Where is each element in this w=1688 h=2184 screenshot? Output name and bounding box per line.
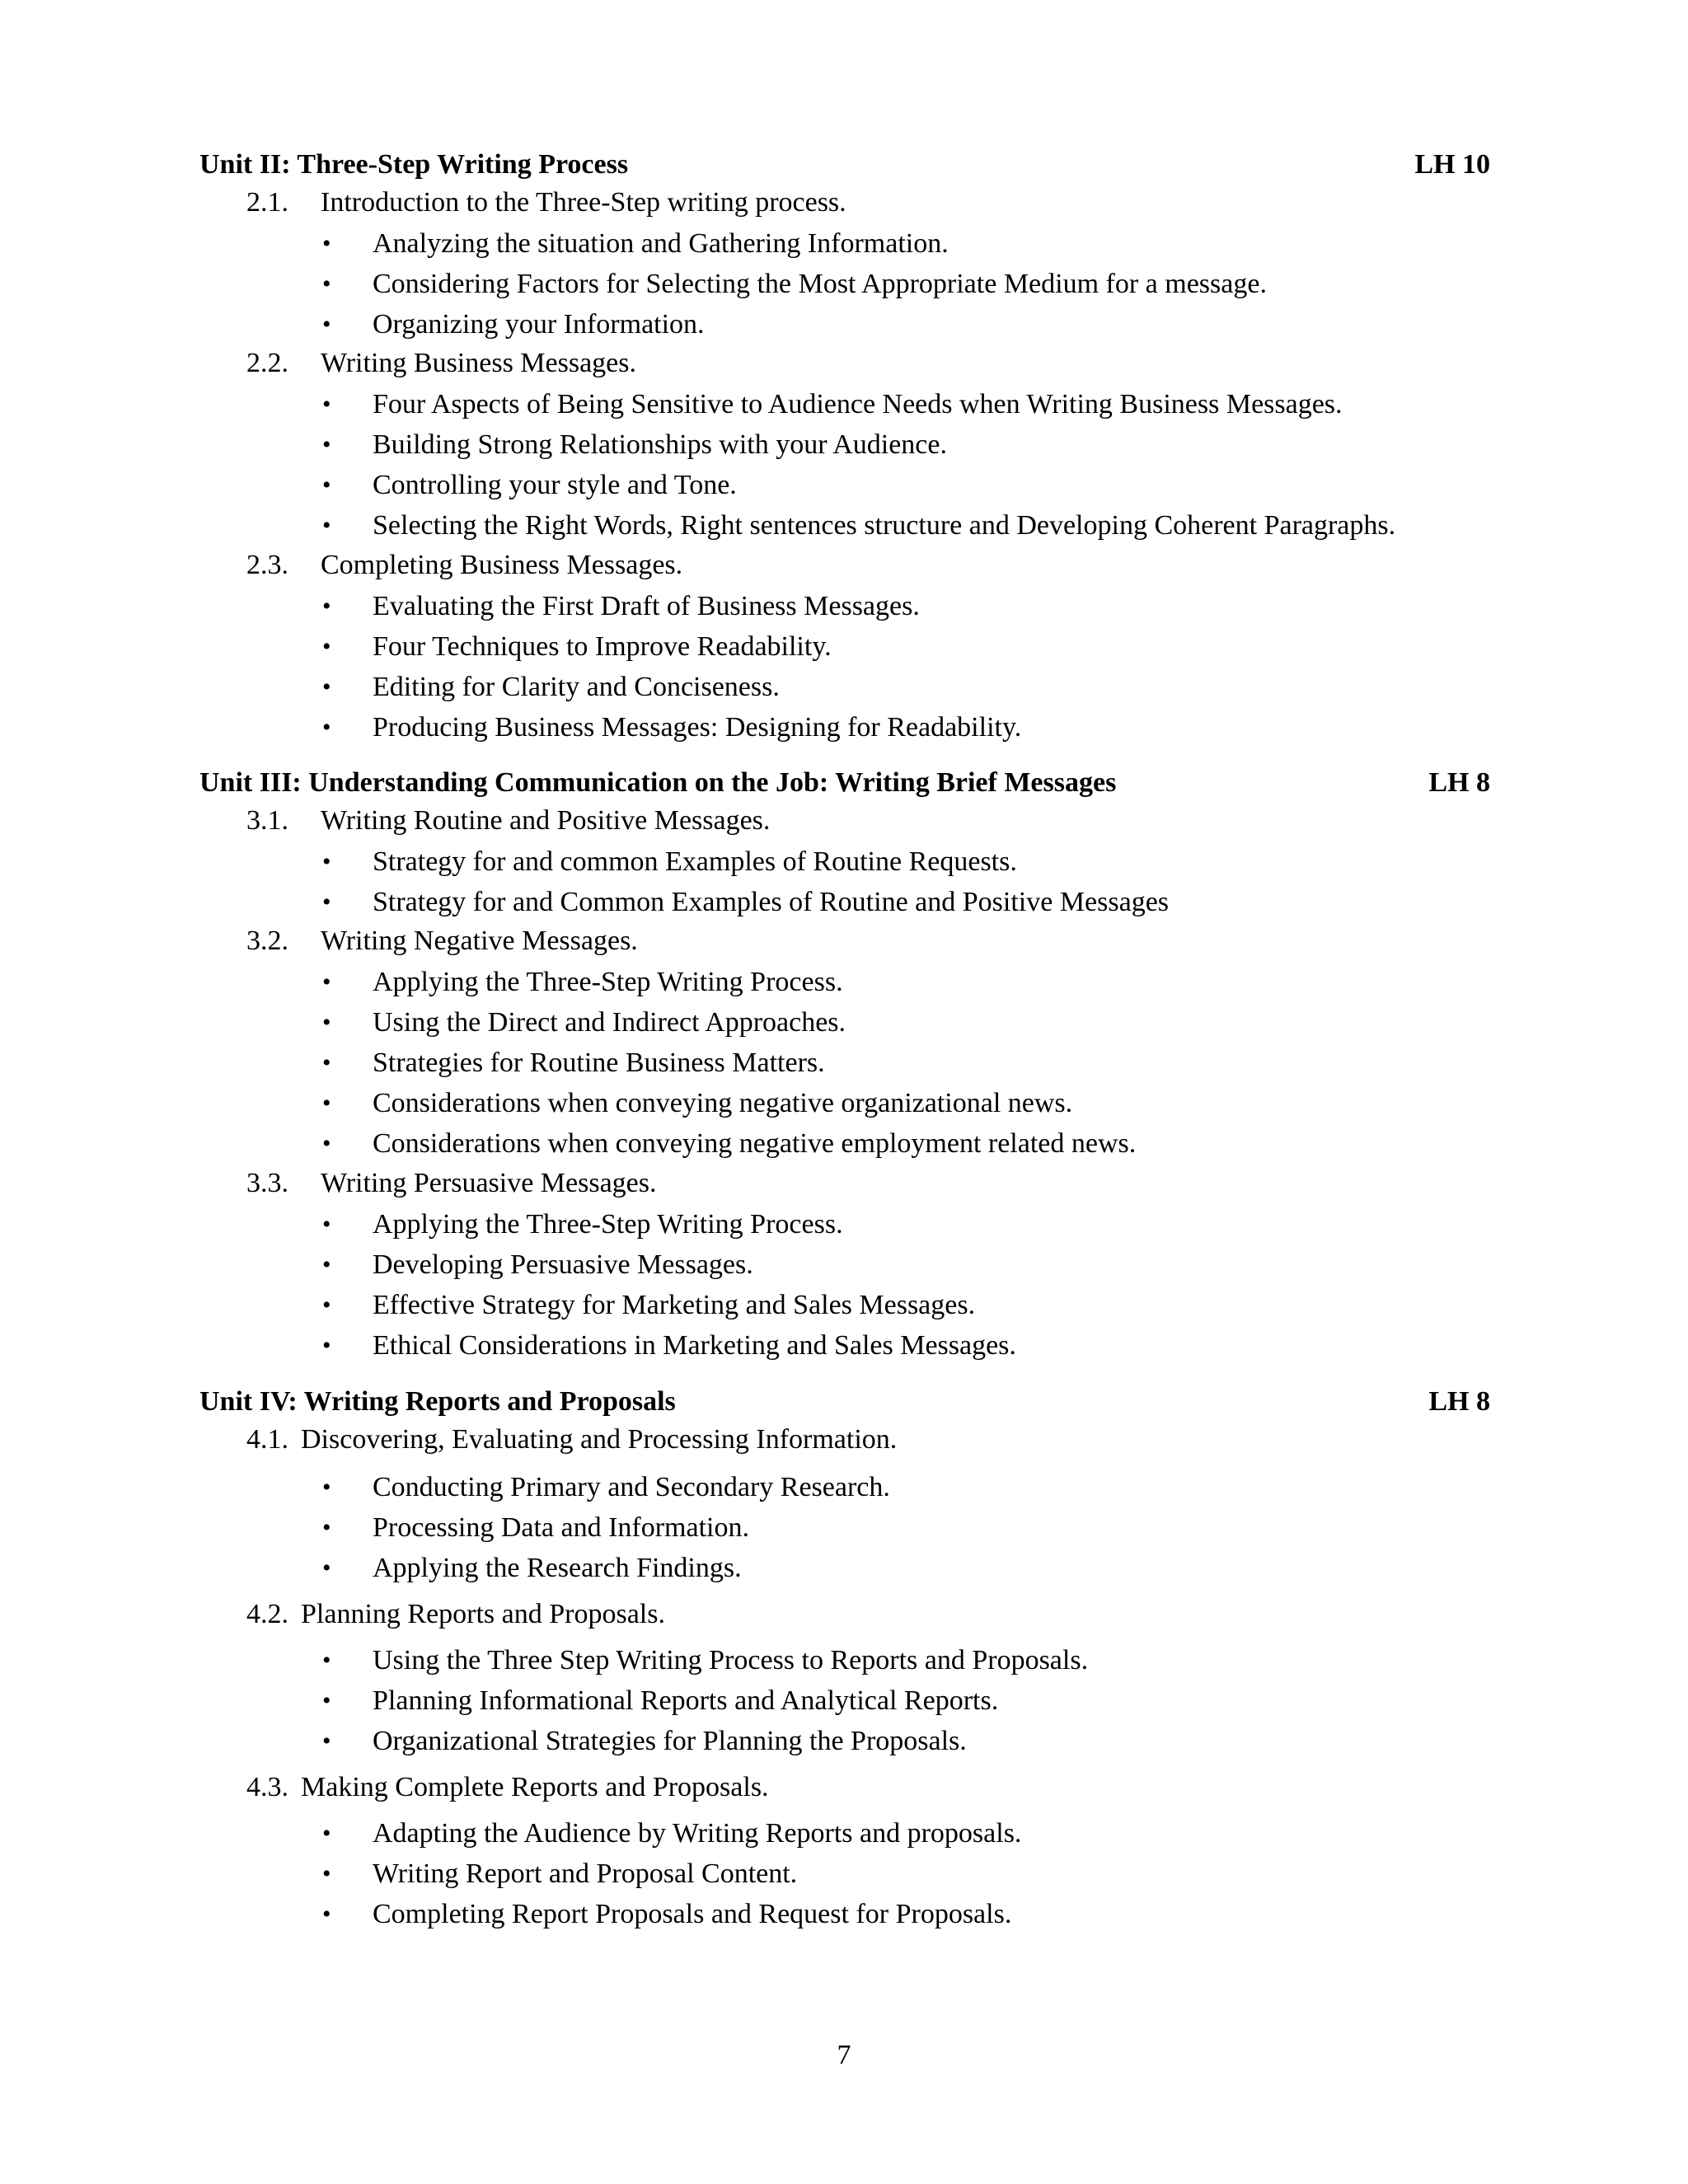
bullet-icon: • — [322, 1009, 331, 1036]
list-item-text: Producing Business Messages: Designing for Readability. — [373, 712, 1022, 743]
list-item-text: Editing for Clarity and Conciseness. — [373, 672, 780, 702]
list-item-text: Effective Strategy for Marketing and Sales Messages. — [373, 1290, 976, 1320]
section-title: Completing Business Messages. — [321, 550, 683, 580]
bullet-icon: • — [322, 1474, 331, 1501]
bullet-icon: • — [322, 1049, 331, 1076]
list-item-text: Considerations when conveying negative organizational news. — [373, 1088, 1073, 1118]
section-title: Writing Persuasive Messages. — [321, 1168, 657, 1198]
list-item-text: Controlling your style and Tone. — [373, 470, 737, 500]
unit-2-title: Unit II: Three-Step Writing Process — [199, 149, 629, 180]
bullet-icon: • — [322, 230, 331, 257]
list-item-text: Strategy for and Common Examples of Routine and Positive Messages — [373, 887, 1170, 917]
bullet-icon: • — [322, 848, 331, 875]
list-item-text: Ethical Considerations in Marketing and Sales Messages. — [373, 1330, 1016, 1361]
list-item-text: Four Techniques to Improve Readability. — [373, 631, 832, 662]
list-item-text: Strategies for Routine Business Matters. — [373, 1047, 825, 1078]
page-number: 7 — [837, 2040, 851, 2070]
section-title: Making Complete Reports and Proposals. — [301, 1772, 769, 1802]
bullet-icon: • — [322, 968, 331, 996]
bullet-icon: • — [322, 1211, 331, 1238]
section-number: 3.3. — [246, 1168, 288, 1198]
unit-2-hours: LH 10 — [1414, 149, 1490, 180]
bullet-icon: • — [322, 431, 331, 458]
bullet-icon: • — [322, 1647, 331, 1674]
bullet-icon: • — [322, 391, 331, 418]
list-item-text: Four Aspects of Being Sensitive to Audience Needs when Writing Business Messages. — [373, 389, 1343, 419]
section-title: Planning Reports and Proposals. — [301, 1599, 665, 1629]
list-item-text: Considerations when conveying negative employment related news. — [373, 1128, 1137, 1159]
section-title: Introduction to the Three-Step writing process. — [321, 187, 846, 218]
bullet-icon: • — [322, 1291, 331, 1319]
list-item-text: Conducting Primary and Secondary Research. — [373, 1472, 890, 1502]
bullet-icon: • — [322, 1820, 331, 1847]
bullet-icon: • — [322, 714, 331, 741]
list-item-text: Applying the Three-Step Writing Process. — [373, 1209, 843, 1240]
bullet-icon: • — [322, 593, 331, 620]
bullet-icon: • — [322, 1727, 331, 1755]
section-number: 2.2. — [246, 348, 288, 378]
section-number: 4.3. — [246, 1772, 288, 1802]
section-number: 4.2. — [246, 1599, 288, 1629]
list-item-text: Strategy for and common Examples of Routine Requests. — [373, 846, 1017, 877]
bullet-icon: • — [322, 270, 331, 298]
bullet-icon: • — [322, 633, 331, 660]
list-item-text: Considering Factors for Selecting the Most Appropriate Medium for a message. — [373, 269, 1267, 299]
bullet-icon: • — [322, 512, 331, 539]
list-item-text: Organizational Strategies for Planning the Proposals. — [373, 1726, 967, 1756]
bullet-icon: • — [322, 1900, 331, 1928]
list-item-text: Applying the Three-Step Writing Process. — [373, 967, 843, 997]
section-number: 3.1. — [246, 805, 288, 836]
unit-3-title: Unit III: Understanding Communication on the Job: Writing Brief Messages — [199, 767, 1117, 798]
section-title: Writing Negative Messages. — [321, 926, 638, 956]
list-item-text: Evaluating the First Draft of Business Messages. — [373, 591, 920, 621]
section-number: 2.1. — [246, 187, 288, 218]
section-title: Writing Routine and Positive Messages. — [321, 805, 771, 836]
list-item-text: Adapting the Audience by Writing Reports and proposals. — [373, 1818, 1022, 1849]
list-item-text: Planning Informational Reports and Analytical Reports. — [373, 1685, 999, 1716]
section-title: Discovering, Evaluating and Processing Information. — [301, 1424, 898, 1455]
bullet-icon: • — [322, 673, 331, 701]
list-item-text: Completing Report Proposals and Request for Proposals. — [373, 1899, 1012, 1929]
list-item-text: Selecting the Right Words, Right sentences structure and Developing Coherent Paragraphs. — [373, 510, 1396, 541]
list-item-text: Using the Direct and Indirect Approaches. — [373, 1007, 846, 1038]
bullet-icon: • — [322, 1554, 331, 1582]
unit-3-hours: LH 8 — [1428, 767, 1490, 798]
list-item-text: Developing Persuasive Messages. — [373, 1249, 753, 1280]
list-item-text: Writing Report and Proposal Content. — [373, 1858, 798, 1889]
list-item-text: Applying the Research Findings. — [373, 1553, 742, 1583]
section-number: 3.2. — [246, 926, 288, 956]
list-item-text: Analyzing the situation and Gathering Information. — [373, 228, 949, 259]
bullet-icon: • — [322, 471, 331, 499]
list-item-text: Processing Data and Information. — [373, 1512, 749, 1543]
list-item-text: Using the Three Step Writing Process to Reports and Proposals. — [373, 1645, 1089, 1675]
list-item-text: Organizing your Information. — [373, 309, 705, 340]
bullet-icon: • — [322, 1860, 331, 1887]
bullet-icon: • — [322, 1514, 331, 1541]
bullet-icon: • — [322, 1332, 331, 1359]
unit-4-hours: LH 8 — [1428, 1386, 1490, 1417]
bullet-icon: • — [322, 311, 331, 338]
section-number: 4.1. — [246, 1424, 288, 1455]
unit-4-title: Unit IV: Writing Reports and Proposals — [199, 1386, 676, 1417]
bullet-icon: • — [322, 888, 331, 916]
bullet-icon: • — [322, 1130, 331, 1157]
bullet-icon: • — [322, 1687, 331, 1714]
bullet-icon: • — [322, 1090, 331, 1117]
bullet-icon: • — [322, 1251, 331, 1278]
section-number: 2.3. — [246, 550, 288, 580]
list-item-text: Building Strong Relationships with your Audience. — [373, 429, 947, 460]
section-title: Writing Business Messages. — [321, 348, 636, 378]
